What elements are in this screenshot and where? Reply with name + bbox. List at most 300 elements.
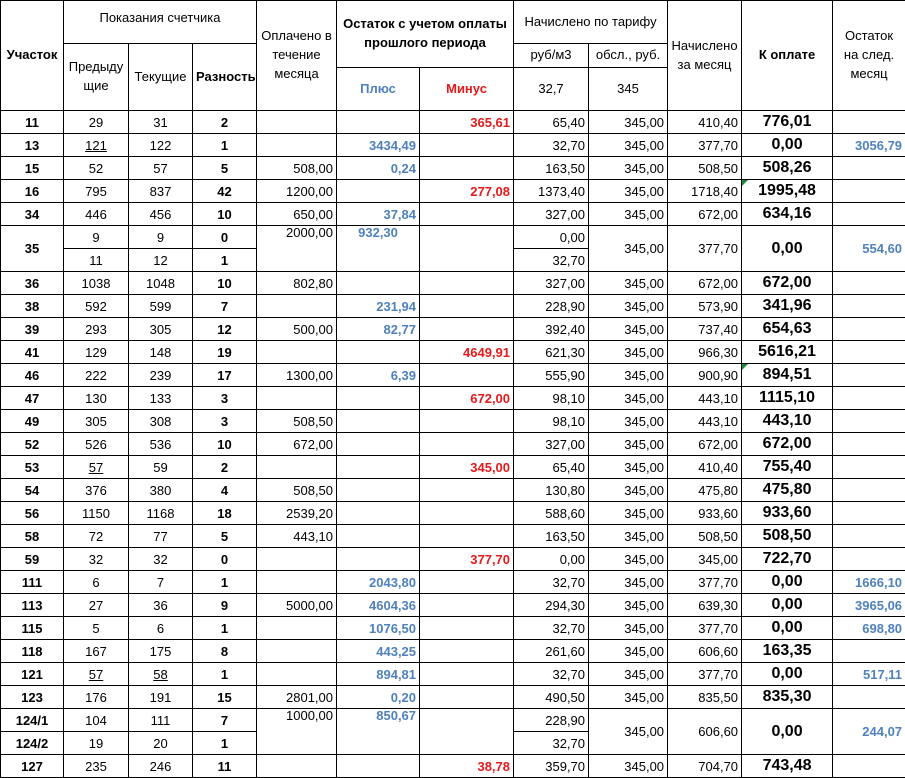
cell-service-charge: 345,00 xyxy=(589,111,668,134)
cell-ostatok-next xyxy=(833,548,905,571)
cell-minus xyxy=(420,663,514,686)
cell-k-oplate: 443,10 xyxy=(742,410,833,433)
cell-raznost: 5 xyxy=(193,157,257,180)
cell-minus: 377,70 xyxy=(420,548,514,571)
cell-raznost: 1 xyxy=(193,134,257,157)
table-body xyxy=(1,111,905,778)
header-plus: Плюс xyxy=(337,68,420,111)
cell-raznost: 1 xyxy=(193,571,257,594)
cell-ostatok-next xyxy=(833,502,905,525)
cell-plus xyxy=(337,479,420,502)
cell-oplacheno xyxy=(257,341,337,364)
cell-raznost: 5 xyxy=(193,525,257,548)
cell-predydushchie: 293 xyxy=(64,318,129,341)
header-raznost: Разность xyxy=(193,44,257,111)
cell-plus: 0,20 xyxy=(337,686,420,709)
cell-oplacheno xyxy=(257,571,337,594)
cell-raznost: 8 xyxy=(193,640,257,663)
cell-predydushchie: 130 xyxy=(64,387,129,410)
cell-uchastok: 53 xyxy=(1,456,64,479)
cell-service-charge: 345,00 xyxy=(589,203,668,226)
cell-plus: 894,81 xyxy=(337,663,420,686)
cell-predydushchie: 72 xyxy=(64,525,129,548)
cell-k-oplate: 0,00 xyxy=(742,571,833,594)
cell-predydushchie: 235 xyxy=(64,755,129,778)
cell-water-charge: 228,90 xyxy=(514,295,589,318)
cell-uchastok: 118 xyxy=(1,640,64,663)
cell-ostatok-next xyxy=(833,272,905,295)
cell-raznost: 15 xyxy=(193,686,257,709)
cell-minus: 345,00 xyxy=(420,456,514,479)
cell-uchastok: 47 xyxy=(1,387,64,410)
header-nachisleno-tarif: Начислено по тарифу xyxy=(514,1,668,44)
cell-oplacheno: 1200,00 xyxy=(257,180,337,203)
cell-oplacheno xyxy=(257,134,337,157)
header-uchastok: Участок xyxy=(1,1,64,111)
cell-k-oplate: 163,35 xyxy=(742,640,833,663)
header-tekushchie: Текущие xyxy=(129,44,193,111)
table-row xyxy=(1,594,905,617)
cell-ostatok-next xyxy=(833,318,905,341)
cell-raznost: 10 xyxy=(193,203,257,226)
table-row xyxy=(1,318,905,341)
cell-tekushchie: 536 xyxy=(129,433,193,456)
cell-plus: 443,25 xyxy=(337,640,420,663)
cell-nachisleno: 704,70 xyxy=(668,755,742,778)
cell-predydushchie: 104 xyxy=(64,709,129,732)
header-obsl: обсл., руб. xyxy=(589,44,668,68)
cell-uchastok: 115 xyxy=(1,617,64,640)
cell-plus xyxy=(337,180,420,203)
cell-k-oplate: 654,63 xyxy=(742,318,833,341)
cell-raznost: 9 xyxy=(193,594,257,617)
cell-k-oplate: 894,51 xyxy=(742,364,833,387)
cell-uchastok: 54 xyxy=(1,479,64,502)
cell-raznost: 0 xyxy=(193,226,257,249)
cell-service-charge: 345,00 xyxy=(589,456,668,479)
cell-ostatok-next xyxy=(833,686,905,709)
cell-plus xyxy=(337,755,420,778)
cell-oplacheno xyxy=(257,755,337,778)
cell-oplacheno: 802,80 xyxy=(257,272,337,295)
cell-service-charge: 345,00 xyxy=(589,617,668,640)
cell-water-charge: 32,70 xyxy=(514,663,589,686)
cell-oplacheno xyxy=(257,617,337,640)
table-row xyxy=(1,341,905,364)
cell-ostatok-next: 3056,79 xyxy=(833,134,905,157)
cell-k-oplate: 1115,10 xyxy=(742,387,833,410)
cell-k-oplate: 475,80 xyxy=(742,479,833,502)
cell-k-oplate: 672,00 xyxy=(742,272,833,295)
cell-nachisleno: 672,00 xyxy=(668,433,742,456)
table-row xyxy=(1,686,905,709)
cell-nachisleno: 443,10 xyxy=(668,387,742,410)
cell-ostatok-next xyxy=(833,456,905,479)
cell-uchastok: 41 xyxy=(1,341,64,364)
cell-service-charge: 345,00 xyxy=(589,640,668,663)
cell-raznost: 1 xyxy=(193,663,257,686)
cell-uchastok: 127 xyxy=(1,755,64,778)
cell-water-charge: 65,40 xyxy=(514,111,589,134)
cell-raznost: 7 xyxy=(193,709,257,732)
cell-water-charge: 294,30 xyxy=(514,594,589,617)
cell-ostatok-next: 244,07 xyxy=(833,709,905,755)
table-row xyxy=(1,479,905,502)
header-oplacheno: Оплачено в течение месяца xyxy=(257,1,337,111)
cell-water-charge: 130,80 xyxy=(514,479,589,502)
cell-k-oplate: 508,50 xyxy=(742,525,833,548)
cell-minus xyxy=(420,525,514,548)
cell-plus: 3434,49 xyxy=(337,134,420,157)
cell-tekushchie: 122 xyxy=(129,134,193,157)
cell-raznost: 18 xyxy=(193,502,257,525)
table-row xyxy=(1,134,905,157)
cell-water-charge: 32,70 xyxy=(514,134,589,157)
cell-raznost: 1 xyxy=(193,617,257,640)
header-minus: Минус xyxy=(420,68,514,111)
cell-plus xyxy=(337,433,420,456)
cell-ostatok-next: 698,80 xyxy=(833,617,905,640)
cell-oplacheno: 650,00 xyxy=(257,203,337,226)
cell-plus: 6,39 xyxy=(337,364,420,387)
cell-plus: 37,84 xyxy=(337,203,420,226)
cell-service-charge: 345,00 xyxy=(589,272,668,295)
cell-nachisleno: 606,60 xyxy=(668,640,742,663)
cell-plus xyxy=(337,502,420,525)
cell-k-oplate: 0,00 xyxy=(742,709,833,755)
cell-plus xyxy=(337,111,420,134)
cell-raznost: 12 xyxy=(193,318,257,341)
cell-tekushchie: 32 xyxy=(129,548,193,571)
cell-water-charge: 0,00 xyxy=(514,226,589,249)
table-row xyxy=(1,525,905,548)
cell-predydushchie: 29 xyxy=(64,111,129,134)
cell-tekushchie: 59 xyxy=(129,456,193,479)
cell-tekushchie: 246 xyxy=(129,755,193,778)
cell-uchastok: 36 xyxy=(1,272,64,295)
cell-service-charge: 345,00 xyxy=(589,433,668,456)
cell-k-oplate: 0,00 xyxy=(742,134,833,157)
cell-nachisleno: 606,60 xyxy=(668,709,742,755)
cell-k-oplate: 743,48 xyxy=(742,755,833,778)
cell-nachisleno: 966,30 xyxy=(668,341,742,364)
cell-uchastok: 38 xyxy=(1,295,64,318)
cell-nachisleno: 1718,40 xyxy=(668,180,742,203)
header-k-oplate: К оплате xyxy=(742,1,833,111)
cell-minus xyxy=(420,571,514,594)
cell-predydushchie: 52 xyxy=(64,157,129,180)
header-ostatok: Остаток с учетом оплаты прошлого периода xyxy=(337,1,514,68)
cell-plus: 1076,50 xyxy=(337,617,420,640)
cell-predydushchie: 1150 xyxy=(64,502,129,525)
cell-ostatok-next: 1666,10 xyxy=(833,571,905,594)
cell-water-charge: 261,60 xyxy=(514,640,589,663)
cell-k-oplate: 341,96 xyxy=(742,295,833,318)
cell-minus xyxy=(420,318,514,341)
cell-raznost: 10 xyxy=(193,433,257,456)
table-row xyxy=(1,157,905,180)
cell-water-charge: 490,50 xyxy=(514,686,589,709)
table-row xyxy=(1,295,905,318)
table-row xyxy=(1,433,905,456)
cell-k-oplate: 722,70 xyxy=(742,548,833,571)
cell-tekushchie: 1168 xyxy=(129,502,193,525)
table-row xyxy=(1,387,905,410)
cell-water-charge: 621,30 xyxy=(514,341,589,364)
cell-predydushchie: 526 xyxy=(64,433,129,456)
cell-tekushchie: 599 xyxy=(129,295,193,318)
cell-tekushchie: 456 xyxy=(129,203,193,226)
cell-tekushchie: 9 xyxy=(129,226,193,249)
cell-oplacheno: 1300,00 xyxy=(257,364,337,387)
cell-minus xyxy=(420,433,514,456)
header-pokazaniya: Показания счетчика xyxy=(64,1,257,44)
header-tariff-service: 345 xyxy=(589,68,668,111)
table-row xyxy=(1,640,905,663)
cell-raznost: 1 xyxy=(193,249,257,272)
cell-water-charge: 65,40 xyxy=(514,456,589,479)
table-row xyxy=(1,203,905,226)
cell-raznost: 3 xyxy=(193,387,257,410)
cell-service-charge: 345,00 xyxy=(589,479,668,502)
cell-minus: 38,78 xyxy=(420,755,514,778)
header-predydushchie: Предыду щие xyxy=(64,44,129,111)
cell-minus xyxy=(420,479,514,502)
cell-water-charge: 163,50 xyxy=(514,525,589,548)
cell-nachisleno: 900,90 xyxy=(668,364,742,387)
cell-plus: 850,67 xyxy=(337,709,420,755)
cell-oplacheno: 508,00 xyxy=(257,157,337,180)
cell-uchastok: 11 xyxy=(1,111,64,134)
header-tariff-water: 32,7 xyxy=(514,68,589,111)
cell-k-oplate: 0,00 xyxy=(742,617,833,640)
cell-k-oplate: 0,00 xyxy=(742,226,833,272)
cell-tekushchie: 148 xyxy=(129,341,193,364)
cell-ostatok-next: 517,11 xyxy=(833,663,905,686)
cell-water-charge: 32,70 xyxy=(514,249,589,272)
cell-tekushchie: 1048 xyxy=(129,272,193,295)
cell-water-charge: 32,70 xyxy=(514,617,589,640)
cell-ostatok-next xyxy=(833,341,905,364)
cell-plus: 2043,80 xyxy=(337,571,420,594)
cell-minus xyxy=(420,594,514,617)
cell-k-oplate: 776,01 xyxy=(742,111,833,134)
cell-minus xyxy=(420,617,514,640)
cell-plus xyxy=(337,456,420,479)
cell-predydushchie: 6 xyxy=(64,571,129,594)
cell-tekushchie: 6 xyxy=(129,617,193,640)
cell-nachisleno: 410,40 xyxy=(668,456,742,479)
cell-water-charge: 392,40 xyxy=(514,318,589,341)
cell-water-charge: 359,70 xyxy=(514,755,589,778)
cell-k-oplate: 1995,48 xyxy=(742,180,833,203)
cell-predydushchie: 57 xyxy=(64,456,129,479)
cell-service-charge: 345,00 xyxy=(589,318,668,341)
cell-predydushchie: 305 xyxy=(64,410,129,433)
cell-service-charge: 345,00 xyxy=(589,594,668,617)
cell-minus xyxy=(420,640,514,663)
cell-tekushchie: 7 xyxy=(129,571,193,594)
cell-water-charge: 98,10 xyxy=(514,387,589,410)
cell-water-charge: 0,00 xyxy=(514,548,589,571)
cell-tekushchie: 77 xyxy=(129,525,193,548)
cell-ostatok-next xyxy=(833,203,905,226)
cell-predydushchie: 167 xyxy=(64,640,129,663)
cell-nachisleno: 639,30 xyxy=(668,594,742,617)
cell-nachisleno: 573,90 xyxy=(668,295,742,318)
cell-minus xyxy=(420,134,514,157)
cell-raznost: 42 xyxy=(193,180,257,203)
cell-oplacheno: 1000,00 xyxy=(257,709,337,755)
cell-nachisleno: 377,70 xyxy=(668,134,742,157)
cell-water-charge: 555,90 xyxy=(514,364,589,387)
cell-water-charge: 32,70 xyxy=(514,732,589,755)
cell-service-charge: 345,00 xyxy=(589,295,668,318)
cell-service-charge: 345,00 xyxy=(589,180,668,203)
cell-predydushchie: 1038 xyxy=(64,272,129,295)
cell-nachisleno: 410,40 xyxy=(668,111,742,134)
header-nachisleno-mesyac: Начислено за месяц xyxy=(668,1,742,111)
cell-plus xyxy=(337,341,420,364)
cell-nachisleno: 377,70 xyxy=(668,571,742,594)
cell-k-oplate: 0,00 xyxy=(742,663,833,686)
cell-k-oplate: 508,26 xyxy=(742,157,833,180)
cell-minus: 4649,91 xyxy=(420,341,514,364)
cell-uchastok: 46 xyxy=(1,364,64,387)
cell-nachisleno: 377,70 xyxy=(668,663,742,686)
cell-predydushchie: 795 xyxy=(64,180,129,203)
header-rub-m3: руб/м3 xyxy=(514,44,589,68)
cell-oplacheno: 508,50 xyxy=(257,410,337,433)
cell-service-charge: 345,00 xyxy=(589,755,668,778)
cell-uchastok: 39 xyxy=(1,318,64,341)
cell-service-charge: 345,00 xyxy=(589,387,668,410)
cell-ostatok-next xyxy=(833,387,905,410)
cell-tekushchie: 20 xyxy=(129,732,193,755)
cell-uchastok: 15 xyxy=(1,157,64,180)
cell-nachisleno: 933,60 xyxy=(668,502,742,525)
table-row xyxy=(1,548,905,571)
cell-nachisleno: 475,80 xyxy=(668,479,742,502)
cell-uchastok: 52 xyxy=(1,433,64,456)
cell-uchastok: 13 xyxy=(1,134,64,157)
cell-plus: 932,30 xyxy=(337,226,420,272)
cell-plus: 82,77 xyxy=(337,318,420,341)
cell-plus xyxy=(337,387,420,410)
cell-predydushchie: 222 xyxy=(64,364,129,387)
cell-nachisleno: 345,00 xyxy=(668,548,742,571)
cell-ostatok-next xyxy=(833,157,905,180)
cell-ostatok-next xyxy=(833,180,905,203)
cell-oplacheno xyxy=(257,456,337,479)
cell-oplacheno: 2539,20 xyxy=(257,502,337,525)
cell-nachisleno: 377,70 xyxy=(668,617,742,640)
table-row xyxy=(1,272,905,295)
table-row xyxy=(1,755,905,778)
cell-tekushchie: 837 xyxy=(129,180,193,203)
cell-ostatok-next xyxy=(833,525,905,548)
table-row xyxy=(1,502,905,525)
cell-ostatok-next: 554,60 xyxy=(833,226,905,272)
cell-ostatok-next xyxy=(833,111,905,134)
table-row xyxy=(1,456,905,479)
cell-k-oplate: 672,00 xyxy=(742,433,833,456)
cell-minus: 672,00 xyxy=(420,387,514,410)
cell-minus xyxy=(420,502,514,525)
cell-oplacheno xyxy=(257,111,337,134)
cell-water-charge: 327,00 xyxy=(514,272,589,295)
cell-water-charge: 588,60 xyxy=(514,502,589,525)
cell-predydushchie: 19 xyxy=(64,732,129,755)
cell-oplacheno: 2801,00 xyxy=(257,686,337,709)
cell-predydushchie: 32 xyxy=(64,548,129,571)
cell-plus xyxy=(337,525,420,548)
cell-predydushchie: 176 xyxy=(64,686,129,709)
cell-k-oplate: 0,00 xyxy=(742,594,833,617)
cell-nachisleno: 443,10 xyxy=(668,410,742,433)
cell-tekushchie: 111 xyxy=(129,709,193,732)
cell-service-charge: 345,00 xyxy=(589,410,668,433)
cell-service-charge: 345,00 xyxy=(589,686,668,709)
cell-minus: 365,61 xyxy=(420,111,514,134)
cell-minus xyxy=(420,157,514,180)
cell-service-charge: 345,00 xyxy=(589,709,668,755)
cell-plus xyxy=(337,272,420,295)
cell-minus xyxy=(420,686,514,709)
cell-minus xyxy=(420,410,514,433)
cell-raznost: 10 xyxy=(193,272,257,295)
cell-uchastok: 123 xyxy=(1,686,64,709)
cell-nachisleno: 672,00 xyxy=(668,272,742,295)
cell-tekushchie: 191 xyxy=(129,686,193,709)
cell-service-charge: 345,00 xyxy=(589,548,668,571)
cell-k-oplate: 835,30 xyxy=(742,686,833,709)
cell-minus xyxy=(420,203,514,226)
table-row xyxy=(1,709,905,732)
cell-water-charge: 228,90 xyxy=(514,709,589,732)
cell-nachisleno: 508,50 xyxy=(668,525,742,548)
cell-service-charge: 345,00 xyxy=(589,663,668,686)
cell-predydushchie: 129 xyxy=(64,341,129,364)
cell-nachisleno: 672,00 xyxy=(668,203,742,226)
cell-oplacheno xyxy=(257,548,337,571)
cell-raznost: 2 xyxy=(193,111,257,134)
cell-tekushchie: 58 xyxy=(129,663,193,686)
table-row xyxy=(1,410,905,433)
cell-nachisleno: 377,70 xyxy=(668,226,742,272)
cell-raznost: 2 xyxy=(193,456,257,479)
cell-minus xyxy=(420,226,514,272)
cell-service-charge: 345,00 xyxy=(589,341,668,364)
cell-minus xyxy=(420,272,514,295)
cell-uchastok: 111 xyxy=(1,571,64,594)
cell-oplacheno: 2000,00 xyxy=(257,226,337,272)
cell-oplacheno: 672,00 xyxy=(257,433,337,456)
cell-raznost: 0 xyxy=(193,548,257,571)
cell-minus: 277,08 xyxy=(420,180,514,203)
header-ostatok-next: Остаток на след. месяц xyxy=(833,1,905,111)
cell-service-charge: 345,00 xyxy=(589,226,668,272)
cell-predydushchie: 376 xyxy=(64,479,129,502)
cell-water-charge: 327,00 xyxy=(514,203,589,226)
cell-tekushchie: 12 xyxy=(129,249,193,272)
cell-service-charge: 345,00 xyxy=(589,157,668,180)
cell-ostatok-next: 3965,06 xyxy=(833,594,905,617)
cell-tekushchie: 308 xyxy=(129,410,193,433)
cell-tekushchie: 31 xyxy=(129,111,193,134)
cell-raznost: 19 xyxy=(193,341,257,364)
cell-plus: 4604,36 xyxy=(337,594,420,617)
